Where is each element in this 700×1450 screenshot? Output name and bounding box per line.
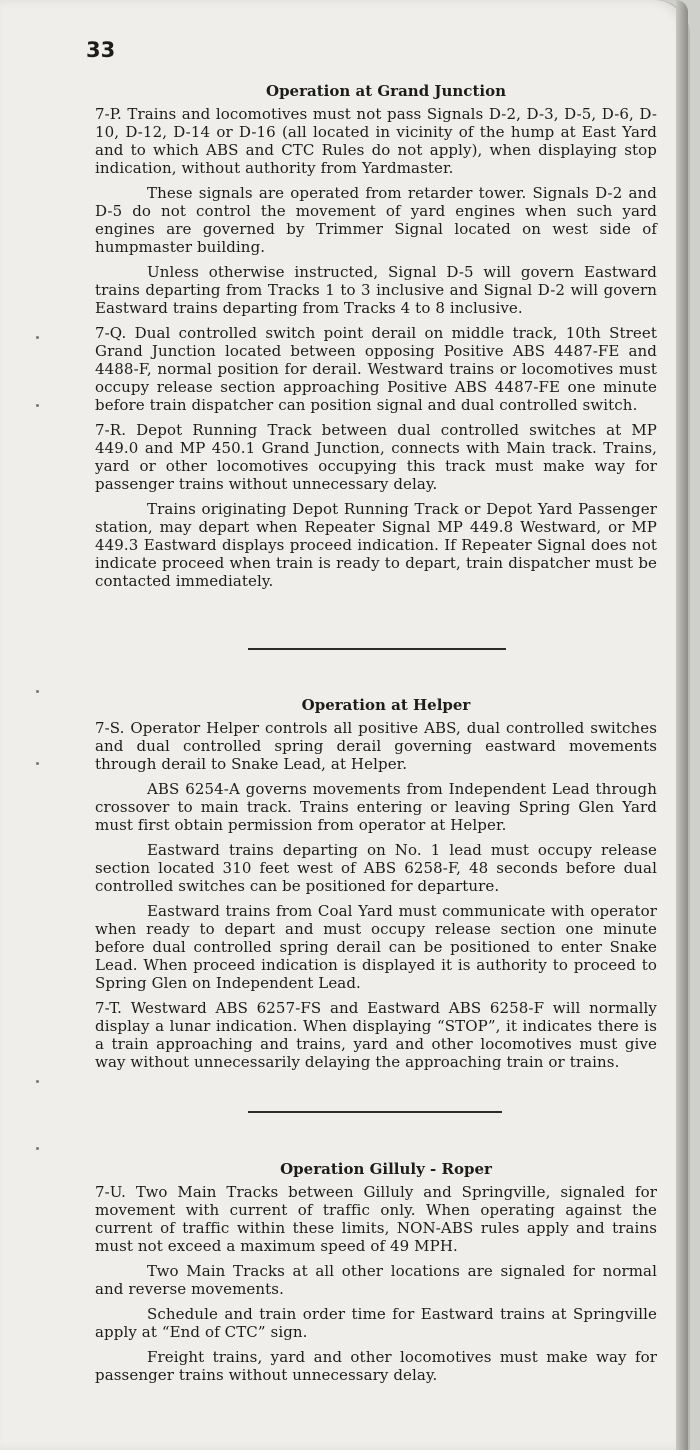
margin-speck	[36, 762, 39, 765]
section-helper	[95, 696, 657, 1078]
section-grand-junction	[95, 82, 657, 597]
page-number: 33	[86, 38, 116, 62]
section-heading: Operation Gilluly - Roper	[280, 1160, 492, 1178]
margin-speck	[36, 336, 39, 339]
rule-7s-paragraph: 7-S. Operator Helper controls all positive ABS, dual controlled switches and dual controlled spring derail governing eastward movements through derail to Snake Lead, at Helper.	[95, 719, 657, 773]
margin-speck	[36, 1147, 39, 1150]
page-edge	[676, 0, 688, 1450]
section-gilluly-roper	[95, 1160, 657, 1391]
paragraph: These signals are operated from retarder tower. Signals D-2 and D-5 do not control the movement of yard engines when such yard engines are governed by Trimmer Signal located on west side of humpmaster building.	[95, 184, 657, 256]
section-divider	[248, 648, 506, 650]
section-divider	[248, 1111, 502, 1113]
rule-7t-paragraph: 7-T. Westward ABS 6257-FS and Eastward ABS 6258-F will normally display a lunar indication. When displaying “STOP”, it indicates there is a train approaching and trains, yard and other locomotives must give way without unnecessarily delaying the approaching train or trains.	[95, 999, 657, 1071]
paragraph: Eastward trains from Coal Yard must communicate with operator when ready to depart and must occupy release section one minute before dual controlled spring derail can be positioned to enter Snake Lead. When proceed indication is displayed it is authority to proceed to Spring Glen on Independent Lead.	[95, 902, 657, 992]
paragraph: Schedule and train order time for Eastward trains at Springville apply at “End of CTC” sign.	[95, 1305, 657, 1341]
rule-7p-paragraph: 7-P. Trains and locomotives must not pass Signals D-2, D-3, D-5, D-6, D-10, D-12, D-14 or D-16 (all located in vicinity of the hump at East Yard and to which ABS and CTC Rules do not apply), when displaying stop indication, without authority from Yardmaster.	[95, 105, 657, 177]
paragraph: Eastward trains departing on No. 1 lead must occupy release section located 310 feet west of ABS 6258-F, 48 seconds before dual controlled switches can be positioned for departure.	[95, 841, 657, 895]
section-heading: Operation at Helper	[301, 696, 471, 714]
paragraph: ABS 6254-A governs movements from Independent Lead through crossover to main track. Trains entering or leaving Spring Glen Yard must first obtain permission from operator at Helper.	[95, 780, 657, 834]
paragraph: Two Main Tracks at all other locations are signaled for normal and reverse movements.	[95, 1262, 657, 1298]
rule-7q-paragraph: 7-Q. Dual controlled switch point derail on middle track, 10th Street Grand Junction located between opposing Positive ABS 4487-FE and 4488-F, normal position for derail. Westward trains or locomotives must occupy release section approaching Positive ABS 4487-FE one minute before train dispatcher can position signal and dual controlled switch.	[95, 324, 657, 414]
section-heading: Operation at Grand Junction	[266, 82, 506, 100]
margin-speck	[36, 1080, 39, 1083]
rule-7u-paragraph: 7-U. Two Main Tracks between Gilluly and Springville, signaled for movement with current of traffic only. When operating against the current of traffic within these limits, NON-ABS rules apply and trains must not exceed a maximum speed of 49 MPH.	[95, 1183, 657, 1255]
margin-speck	[36, 690, 39, 693]
paragraph: Unless otherwise instructed, Signal D-5 will govern Eastward trains departing from Tracks 1 to 3 inclusive and Signal D-2 will govern Eastward trains departing from Tracks 4 to 8 inclusive.	[95, 263, 657, 317]
rule-7r-paragraph: 7-R. Depot Running Track between dual controlled switches at MP 449.0 and MP 450.1 Grand Junction, connects with Main track. Trains, yard or other locomotives occupying this track must make way for passenger trains without unnecessary delay.	[95, 421, 657, 493]
paragraph: Trains originating Depot Running Track or Depot Yard Passenger station, may depart when Repeater Signal MP 449.8 Westward, or MP 449.3 Eastward displays proceed indication. If Repeater Signal does not indicate proceed when train is ready to depart, train dispatcher must be contacted immediately.	[95, 500, 657, 590]
margin-speck	[36, 404, 39, 407]
paragraph: Freight trains, yard and other locomotives must make way for passenger trains without unnecessary delay.	[95, 1348, 657, 1384]
